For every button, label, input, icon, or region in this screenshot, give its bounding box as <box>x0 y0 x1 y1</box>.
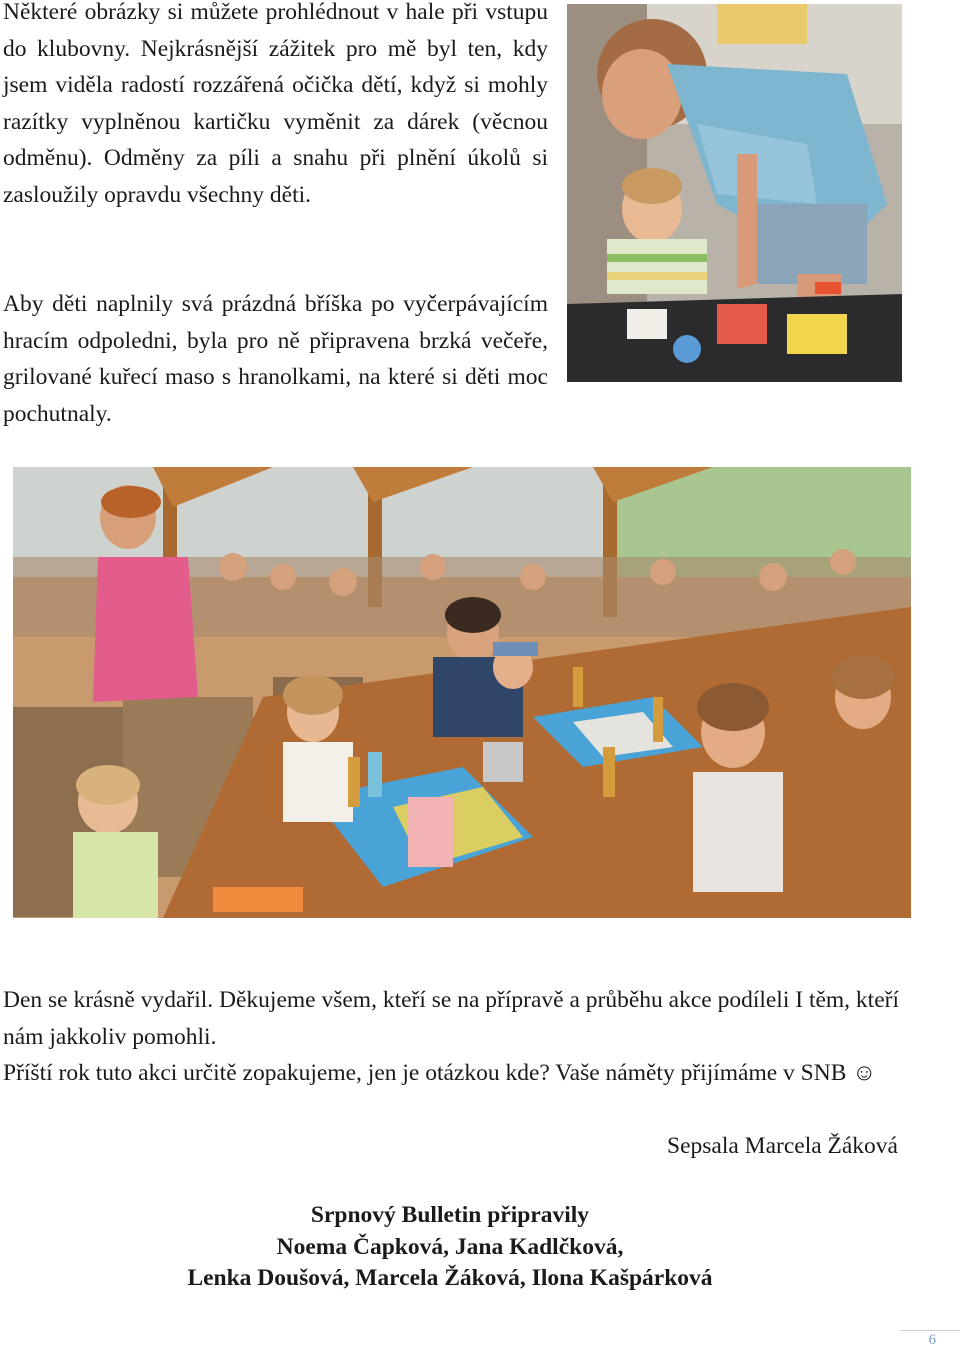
paragraph-thanks: Den se krásně vydařil. Děkujeme všem, kteří se na přípravě a průběhu akce podíleli I těm, kteří nám jakkoliv pomohli. <box>3 987 899 1050</box>
photo-woman-and-child-puzzle <box>567 4 902 382</box>
page-number: 6 <box>928 1332 936 1348</box>
bulletin-credits <box>0 1200 900 1295</box>
paragraph-dinner: Aby děti naplnily svá prázdná bříška po vyčerpávajícím hracím odpoledni, byla pro ně připravena brzká večeře, grilované kuřecí maso s hranolkami, na které si děti moc pochutnaly. <box>3 291 548 427</box>
photo-children-at-dinner-table <box>13 467 911 918</box>
credits-names-1: Noema Čapková, Jana Kadlčková, <box>276 1233 624 1260</box>
next-year-text: Příští rok tuto akci určitě zopakujeme, jen je otázkou kde? Vaše náměty přijímáme v SNB <box>3 1060 847 1086</box>
smiley-icon: ☺ <box>852 1060 877 1086</box>
credits-title: Srpnový Bulletin připravily <box>310 1202 590 1228</box>
credits-names-2: Lenka Doušová, Marcela Žáková, Ilona Kašpárková <box>187 1265 713 1291</box>
paragraph-next-year <box>3 1055 899 1092</box>
paragraph-gallery: Některé obrázky si můžete prohlédnout v hale při vstupu do klubovny. Nejkrásnější zážitek pro mě byl ten, kdy jsem viděla radostí rozzářená očička dětí, když si mohly razítky vyplněnou kartičku vyměnit za dárek (věcnou odměnu). Odměny za píli a snahu při plnění úkolů si zasloužily opravdu všechny děti. <box>3 0 548 208</box>
author-signature: Sepsala Marcela Žáková <box>667 1133 898 1159</box>
page-number-rule <box>900 1330 960 1331</box>
